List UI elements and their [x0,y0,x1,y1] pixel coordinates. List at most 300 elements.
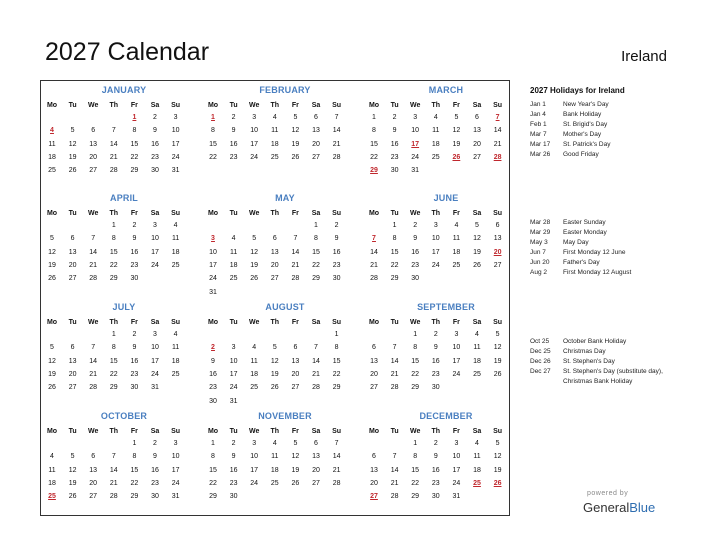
holiday-row [530,228,690,238]
day-cell: 19 [48,370,56,378]
day-cell: 25 [229,275,238,283]
day-cell: 21 [332,140,341,148]
day-cell: 9 [211,357,215,365]
day-cell: 26 [68,493,77,501]
day-cell: 2 [231,114,236,121]
day-cell: 21 [312,370,320,378]
day-cell: 25 [171,370,180,378]
day-cell: 29 [332,384,341,392]
day-cell: 30 [431,384,440,392]
day-cell: 16 [431,357,440,365]
day-cell: 21 [493,140,502,148]
weekday-header: Su [332,210,342,217]
day-cell: 8 [413,453,418,461]
day-cell: 27 [89,167,98,175]
day-cell: 7 [334,440,339,447]
day-cell: 2 [132,222,137,229]
day-cell: 14 [89,248,98,256]
day-cell: 4 [272,440,277,447]
day-cell: 13 [89,140,98,148]
day-cell: 4 [272,114,277,121]
day-cell: 16 [390,140,399,148]
day-cell: 24 [250,479,259,487]
day-cell: 21 [109,479,118,487]
day-cell: 23 [390,153,399,161]
day-cell: 17 [250,140,259,148]
day-cell: 15 [109,248,118,256]
weekday-header: Fr [452,428,460,435]
weekday-header: Fr [291,102,299,109]
weekday-header: Fr [452,102,460,109]
day-cell: 6 [70,235,75,243]
holiday-name: Good Friday [563,150,599,158]
weekday-header: Fr [291,428,299,435]
day-cell: 15 [411,466,420,474]
day-cell: 31 [229,397,238,405]
day-cell: 26 [473,261,481,269]
day-cell: 7 [111,127,116,135]
holiday-date-label: Dec 25 [530,347,551,355]
day-cell: 25 [431,153,440,161]
day-cell: 6 [495,222,500,229]
month-name: JUNE [433,193,459,203]
day-cell: 13 [312,453,320,461]
month-may [206,193,364,301]
weekday-header: Sa [311,319,321,326]
holiday-name: First Monday 12 August [563,268,632,276]
day-cell: 3 [153,331,157,338]
powered-by-text: powered by [587,490,629,497]
day-cell: 11 [229,248,238,256]
page-title: 2027 Calendar [45,38,210,66]
day-cell: 10 [250,127,259,135]
day-cell: 31 [411,167,420,175]
day-cell: 1 [372,114,376,121]
day-cell: 21 [390,479,399,487]
weekday-header: Sa [150,428,160,435]
weekday-header: Mo [368,102,380,109]
holiday-date: 17 [411,140,420,148]
day-cell: 4 [231,235,236,243]
day-cell: 4 [50,453,54,461]
month-october [45,411,203,519]
day-cell: 24 [171,479,180,487]
weekday-header: We [410,428,421,435]
holiday-date-label: May 3 [530,238,548,246]
day-cell: 19 [452,140,461,148]
weekday-header: Sa [472,102,482,109]
brand-blue: Blue [629,500,656,515]
day-cell: 4 [475,331,479,338]
day-cell: 2 [231,440,236,447]
day-cell: 22 [109,370,118,378]
day-cell: 23 [151,479,159,487]
holiday-name: St. Brigid's Day [563,120,608,128]
weekday-header: Sa [472,319,482,326]
day-cell: 13 [270,248,279,256]
holiday-name: Bank Holiday [563,110,602,118]
day-cell: 16 [332,248,341,256]
day-cell: 11 [48,466,56,474]
day-cell: 1 [314,222,318,229]
day-cell: 7 [392,453,397,461]
day-cell: 18 [452,248,461,256]
day-cell: 14 [109,466,118,474]
day-cell: 20 [291,370,300,378]
day-cell: 9 [153,127,157,135]
holiday-date-label: Jan 4 [530,110,546,118]
day-cell: 23 [229,153,238,161]
day-cell: 17 [171,466,180,474]
day-cell: 14 [312,357,320,365]
holiday-date: 27 [370,493,378,501]
day-cell: 19 [493,357,502,365]
day-cell: 20 [312,140,320,148]
weekday-header: Tu [68,428,77,435]
day-cell: 1 [334,331,339,338]
day-cell: 15 [209,466,217,474]
weekday-header: Fr [452,319,460,326]
weekday-header: Fr [452,210,460,217]
day-cell: 8 [211,127,215,135]
month-february [206,85,364,193]
day-cell: 6 [314,440,318,447]
day-cell: 9 [413,235,418,243]
day-cell: 19 [48,261,56,269]
day-cell: 22 [411,370,420,378]
day-cell: 5 [272,344,277,352]
day-cell: 28 [109,493,118,501]
day-cell: 2 [153,440,157,447]
holiday-date-label: Oct 25 [530,338,550,345]
day-cell: 18 [171,248,180,256]
weekday-header: Mo [368,428,380,435]
holiday-row [530,130,690,140]
day-cell: 26 [291,153,300,161]
day-cell: 12 [493,344,502,352]
day-cell: 5 [252,235,257,243]
holiday-date: 7 [495,114,500,121]
weekday-header: Fr [130,319,138,326]
day-cell: 24 [250,153,259,161]
weekday-header: Sa [472,428,482,435]
day-cell: 30 [411,275,420,283]
day-cell: 13 [493,235,502,243]
holiday-row [530,120,690,130]
day-cell: 22 [109,261,118,269]
weekday-header: Tu [229,210,238,217]
weekday-header: Mo [207,210,219,217]
day-cell: 8 [392,235,397,243]
day-cell: 4 [475,440,479,447]
day-cell: 8 [413,344,418,352]
day-cell: 31 [171,493,180,501]
day-cell: 21 [109,153,118,161]
day-cell: 20 [89,153,98,161]
day-cell: 18 [473,357,481,365]
day-cell: 20 [270,261,279,269]
day-cell: 6 [314,114,318,121]
holiday-row [530,268,690,278]
day-cell: 21 [370,261,378,269]
day-cell: 27 [270,275,279,283]
weekday-header: Th [270,319,280,326]
day-cell: 28 [109,167,118,175]
day-cell: 3 [231,344,236,352]
month-december [367,411,525,519]
day-cell: 2 [392,114,397,121]
day-cell: 8 [132,127,137,135]
day-cell: 8 [334,344,339,352]
day-cell: 28 [332,153,341,161]
day-cell: 8 [111,235,116,243]
day-cell: 6 [70,344,75,352]
day-cell: 18 [270,140,279,148]
day-cell: 22 [130,479,139,487]
month-name: MAY [275,193,295,203]
day-cell: 12 [473,235,481,243]
day-cell: 17 [452,357,461,365]
holiday-date: 26 [493,479,502,487]
day-cell: 3 [153,222,157,229]
day-cell: 11 [432,127,440,135]
day-cell: 22 [312,261,320,269]
weekday-header: We [88,428,99,435]
day-cell: 25 [48,167,56,175]
day-cell: 3 [252,114,257,121]
holiday-row [530,110,690,120]
day-cell: 27 [312,153,320,161]
day-cell: 17 [171,140,180,148]
weekday-header: Th [431,210,441,217]
holiday-row [530,347,690,357]
day-cell: 21 [291,261,300,269]
day-cell: 23 [411,261,420,269]
day-cell: 10 [171,453,180,461]
weekday-header: Sa [311,210,321,217]
day-cell: 11 [171,344,180,352]
weekday-header: Tu [68,319,77,326]
weekday-header: Su [493,210,503,217]
brand-general: General [583,500,630,515]
day-cell: 12 [68,140,77,148]
weekday-header: We [410,210,421,217]
day-cell: 8 [211,453,215,461]
weekday-header: Tu [229,319,238,326]
day-cell: 7 [111,453,116,461]
weekday-header: Sa [311,428,321,435]
day-cell: 29 [411,384,420,392]
month-june [367,193,525,301]
holiday-date: 28 [493,153,502,161]
day-cell: 7 [91,344,96,352]
day-cell: 11 [473,344,481,352]
holiday-group [530,100,690,159]
month-name: DECEMBER [419,411,473,421]
holiday-row [530,100,690,110]
weekday-header: Su [332,428,342,435]
day-cell: 10 [431,235,440,243]
day-cell: 16 [151,466,159,474]
day-cell: 23 [431,479,440,487]
day-cell: 19 [270,370,279,378]
day-cell: 14 [89,357,98,365]
day-cell: 9 [231,127,236,135]
weekday-header: Mo [368,210,380,217]
day-cell: 15 [370,140,378,148]
day-cell: 27 [473,153,481,161]
day-cell: 1 [413,331,418,338]
holiday-name: New Year's Day [563,101,609,108]
day-cell: 10 [250,453,259,461]
weekday-header: Su [493,428,503,435]
day-cell: 24 [452,479,461,487]
day-cell: 10 [209,248,217,256]
weekday-header: Th [270,428,280,435]
day-cell: 17 [452,466,461,474]
day-cell: 30 [130,384,139,392]
day-cell: 19 [68,479,77,487]
holiday-name: First Monday 12 June [563,248,626,256]
day-cell: 2 [132,331,137,338]
holiday-name: Easter Sunday [563,219,606,226]
holiday-name: St. Stephen's Day [563,357,615,365]
day-cell: 28 [312,384,320,392]
day-cell: 9 [132,344,137,352]
weekday-header: Tu [68,210,77,217]
day-cell: 28 [332,479,341,487]
day-cell: 19 [473,248,481,256]
weekday-header: Su [171,210,181,217]
day-cell: 30 [130,275,139,283]
day-cell: 28 [370,275,378,283]
holiday-date: 1 [132,114,137,121]
day-cell: 18 [473,466,481,474]
day-cell: 24 [151,370,159,378]
day-cell: 10 [151,235,159,243]
day-cell: 29 [130,167,139,175]
day-cell: 9 [392,127,397,135]
day-cell: 24 [151,261,159,269]
day-cell: 3 [413,114,418,121]
day-cell: 23 [130,261,139,269]
month-name: AUGUST [265,302,305,312]
holiday-row [530,248,690,258]
day-cell: 24 [452,370,461,378]
weekday-header: Th [270,210,280,217]
day-cell: 8 [372,127,376,135]
day-cell: 15 [130,140,139,148]
day-cell: 15 [130,466,139,474]
day-cell: 23 [151,153,159,161]
holiday-name: October Bank Holiday [563,338,627,345]
day-cell: 15 [312,248,320,256]
holiday-row [530,367,690,387]
day-cell: 15 [209,140,217,148]
day-cell: 14 [332,127,341,135]
day-cell: 3 [173,114,178,121]
day-cell: 5 [50,235,54,243]
holiday-date: 2 [211,344,215,352]
holiday-row [530,140,690,150]
month-march [367,85,525,193]
day-cell: 2 [433,331,438,338]
day-cell: 29 [312,275,320,283]
month-name: JANUARY [101,85,147,95]
day-cell: 1 [111,331,116,338]
day-cell: 5 [475,222,479,229]
day-cell: 4 [433,114,438,121]
weekday-header: Su [332,102,342,109]
day-cell: 6 [372,453,376,461]
day-cell: 14 [370,248,378,256]
weekday-header: We [249,210,260,217]
month-name: JULY [112,302,136,312]
day-cell: 12 [291,453,300,461]
day-cell: 18 [229,261,238,269]
weekday-header: Th [109,210,119,217]
day-cell: 11 [250,357,258,365]
day-cell: 30 [390,167,399,175]
day-cell: 20 [370,479,378,487]
weekday-header: Su [332,319,342,326]
day-cell: 15 [332,357,341,365]
holiday-row [530,337,690,347]
day-cell: 27 [370,384,378,392]
day-cell: 13 [68,357,77,365]
day-cell: 21 [89,370,98,378]
day-cell: 4 [173,222,178,229]
day-cell: 22 [332,370,341,378]
month-name: OCTOBER [100,411,148,421]
day-cell: 29 [390,275,399,283]
day-cell: 30 [151,493,159,501]
holiday-date-label: Mar 29 [530,228,551,236]
weekday-header: Su [171,319,181,326]
day-cell: 13 [312,127,320,135]
day-cell: 25 [270,479,279,487]
day-cell: 2 [153,114,157,121]
holiday-date: 1 [211,114,215,121]
day-cell: 3 [454,331,459,338]
day-cell: 27 [68,275,77,283]
holiday-date: 25 [473,479,481,487]
day-cell: 25 [270,153,279,161]
day-cell: 31 [171,167,180,175]
day-cell: 23 [431,370,440,378]
day-cell: 5 [495,440,500,447]
month-august [206,302,364,410]
day-cell: 1 [132,440,137,447]
day-cell: 26 [493,370,502,378]
day-cell: 24 [171,153,180,161]
day-cell: 10 [151,344,159,352]
day-cell: 14 [390,466,399,474]
day-cell: 16 [411,248,420,256]
holiday-date: 7 [372,235,376,243]
day-cell: 14 [390,357,399,365]
weekday-header: Fr [291,210,299,217]
day-cell: 30 [229,493,238,501]
weekday-header: We [88,102,99,109]
day-cell: 3 [173,440,178,447]
holiday-date: 4 [50,127,54,135]
weekday-header: Tu [390,428,399,435]
holiday-date-label: Jan 1 [530,101,546,108]
day-cell: 12 [452,127,461,135]
day-cell: 5 [495,331,500,338]
holiday-name: Easter Monday [563,228,607,236]
